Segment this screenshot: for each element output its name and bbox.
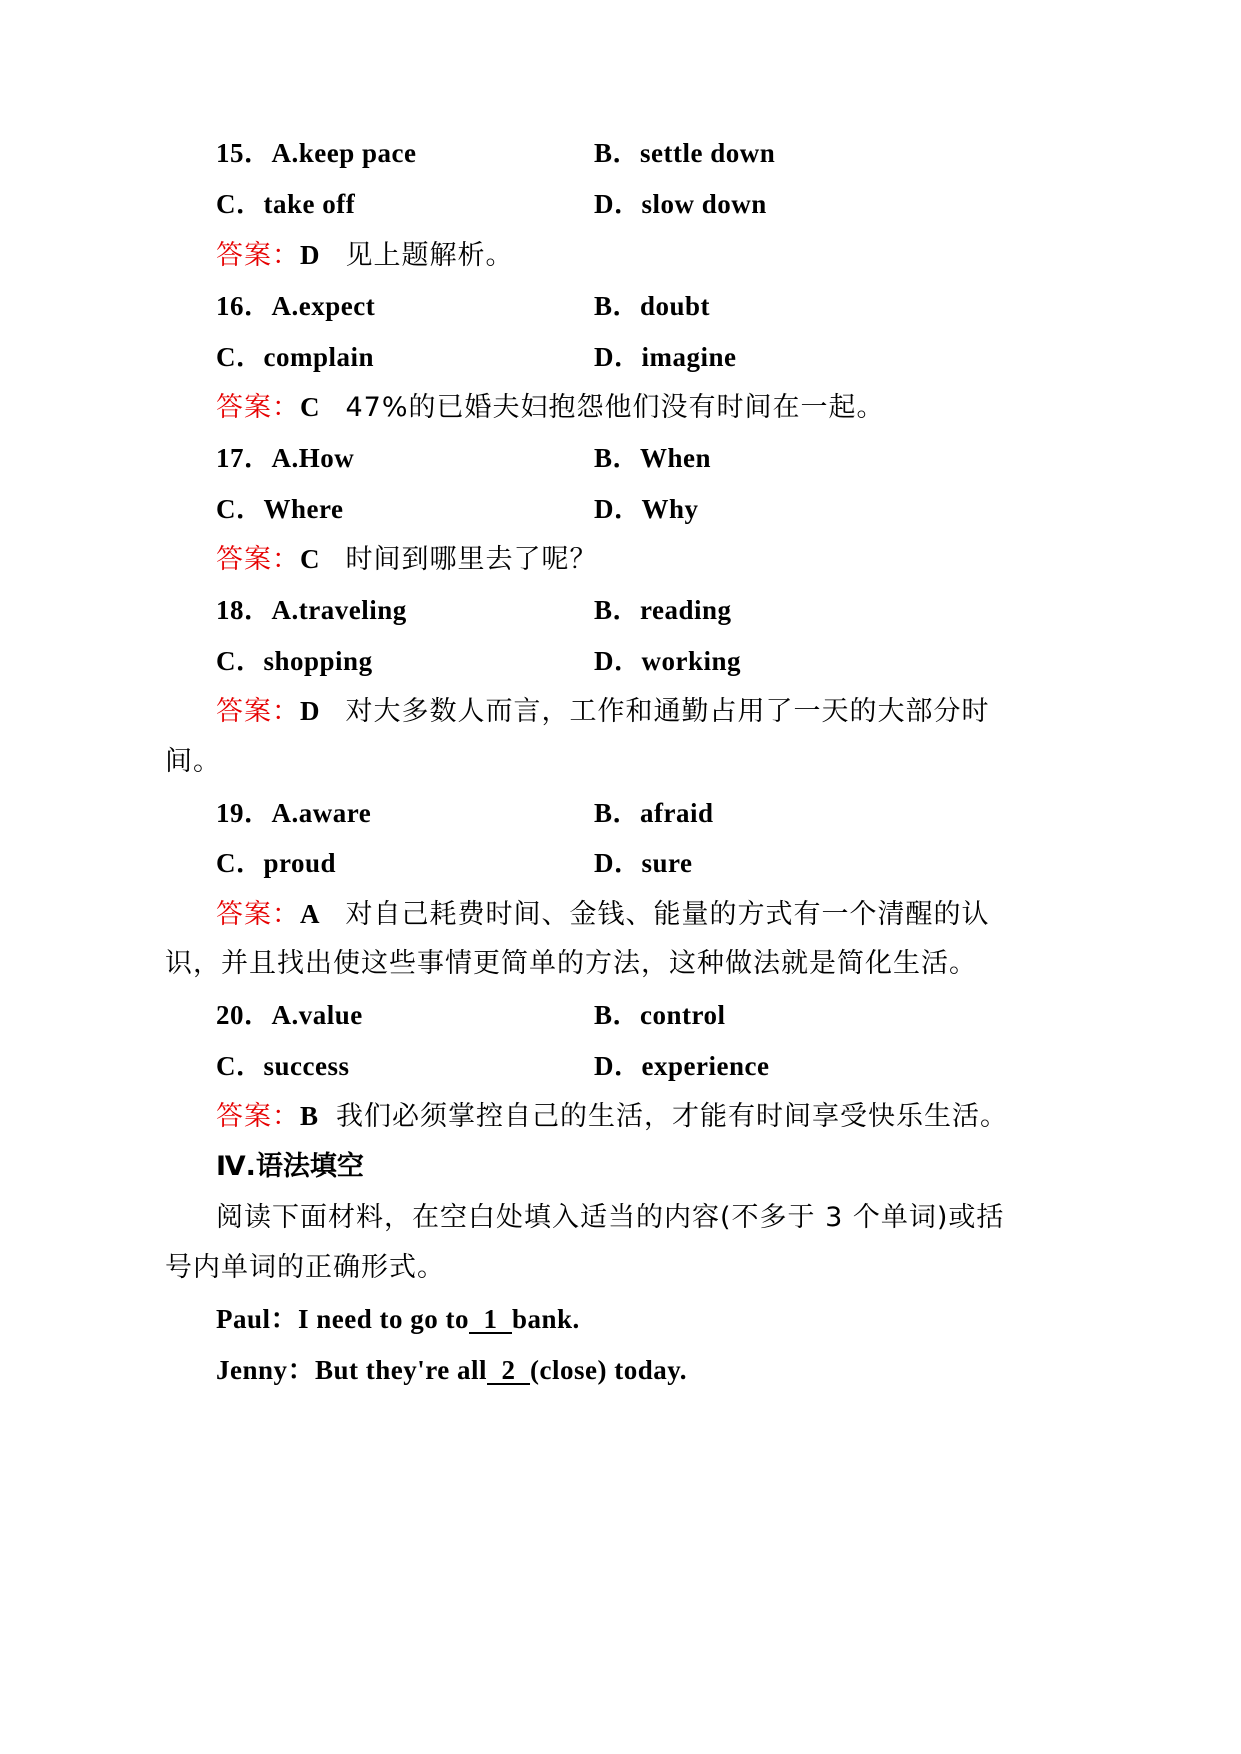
section-instruction-continued: 号内单词的正确形式。 bbox=[165, 1252, 445, 1283]
answer-explanation: 见上题解析。 bbox=[345, 240, 514, 271]
q18-answer-continued: 间。 bbox=[165, 746, 221, 777]
answer-label: 答案： bbox=[216, 392, 300, 423]
answer-label: 答案： bbox=[216, 1101, 300, 1132]
q18-option-a: 18．A.traveling bbox=[216, 595, 407, 625]
dialogue-line-jenny bbox=[216, 1353, 687, 1387]
answer-letter: C bbox=[300, 392, 320, 422]
q20-answer bbox=[216, 1099, 1008, 1134]
answer-letter: D bbox=[300, 240, 320, 270]
q15-answer bbox=[216, 238, 514, 273]
q20-option-a: 20．A.value bbox=[216, 1000, 363, 1030]
q16-option-c: C．complain bbox=[216, 342, 375, 372]
q17-option-b: B．When bbox=[594, 443, 712, 473]
answer-explanation: 时间到哪里去了呢？ bbox=[345, 544, 598, 575]
dialogue-line-paul bbox=[216, 1302, 580, 1336]
q15-option-b: B．settle down bbox=[594, 138, 776, 168]
answer-explanation: 47%的已婚夫妇抱怨他们没有时间在一起。 bbox=[345, 392, 885, 423]
q17-option-d: D．Why bbox=[594, 494, 699, 524]
answer-explanation: 对大多数人而言，工作和通勤占用了一天的大部分时 bbox=[345, 696, 990, 727]
section-instruction: 阅读下面材料，在空白处填入适当的内容(不多于 3 个单词)或括 bbox=[216, 1202, 1005, 1233]
q16-option-b: B．doubt bbox=[594, 291, 711, 321]
answer-label: 答案： bbox=[216, 899, 300, 930]
answer-explanation: 对自己耗费时间、金钱、能量的方式有一个清醒的认 bbox=[345, 899, 990, 930]
blank-2: 2 bbox=[487, 1355, 531, 1385]
dialogue-text: Jenny：But they're all bbox=[216, 1355, 488, 1385]
q15-option-d: D．slow down bbox=[594, 189, 767, 219]
q18-answer bbox=[216, 694, 990, 729]
dialogue-text-after: bank. bbox=[512, 1304, 580, 1334]
q15-option-a: 15．A.keep pace bbox=[216, 138, 417, 168]
q16-answer bbox=[216, 390, 885, 425]
answer-letter: D bbox=[300, 696, 320, 726]
q18-option-c: C．shopping bbox=[216, 646, 373, 676]
dialogue-text: Paul：I need to go to bbox=[216, 1304, 469, 1334]
q17-answer bbox=[216, 542, 598, 577]
q20-option-c: C．success bbox=[216, 1051, 350, 1081]
q19-answer-continued: 识，并且找出使这些事情更简单的方法，这种做法就是简化生活。 bbox=[165, 948, 977, 979]
q19-option-c: C．proud bbox=[216, 848, 337, 878]
q15-option-c: C．take off bbox=[216, 189, 356, 219]
q20-option-d: D．experience bbox=[594, 1051, 770, 1081]
answer-letter: A bbox=[300, 899, 320, 929]
q18-option-b: B．reading bbox=[594, 595, 732, 625]
q16-option-a: 16．A.expect bbox=[216, 291, 376, 321]
dialogue-text-after: (close) today. bbox=[530, 1355, 687, 1385]
q16-option-d: D．imagine bbox=[594, 342, 737, 372]
answer-explanation: 我们必须掌控自己的生活，才能有时间享受快乐生活。 bbox=[336, 1101, 1009, 1132]
answer-label: 答案： bbox=[216, 240, 300, 271]
q19-answer bbox=[216, 897, 990, 932]
q18-option-d: D．working bbox=[594, 646, 742, 676]
answer-label: 答案： bbox=[216, 544, 300, 575]
q19-option-d: D．sure bbox=[594, 848, 693, 878]
q17-option-c: C．Where bbox=[216, 494, 344, 524]
answer-letter: B bbox=[300, 1101, 319, 1131]
q19-option-a: 19．A.aware bbox=[216, 798, 372, 828]
answer-letter: C bbox=[300, 544, 320, 574]
q19-option-b: B．afraid bbox=[594, 798, 714, 828]
answer-label: 答案： bbox=[216, 696, 300, 727]
section-title: Ⅳ.语法填空 bbox=[216, 1151, 364, 1182]
blank-1: 1 bbox=[469, 1304, 512, 1334]
q17-option-a: 17．A.How bbox=[216, 443, 355, 473]
q20-option-b: B．control bbox=[594, 1000, 726, 1030]
